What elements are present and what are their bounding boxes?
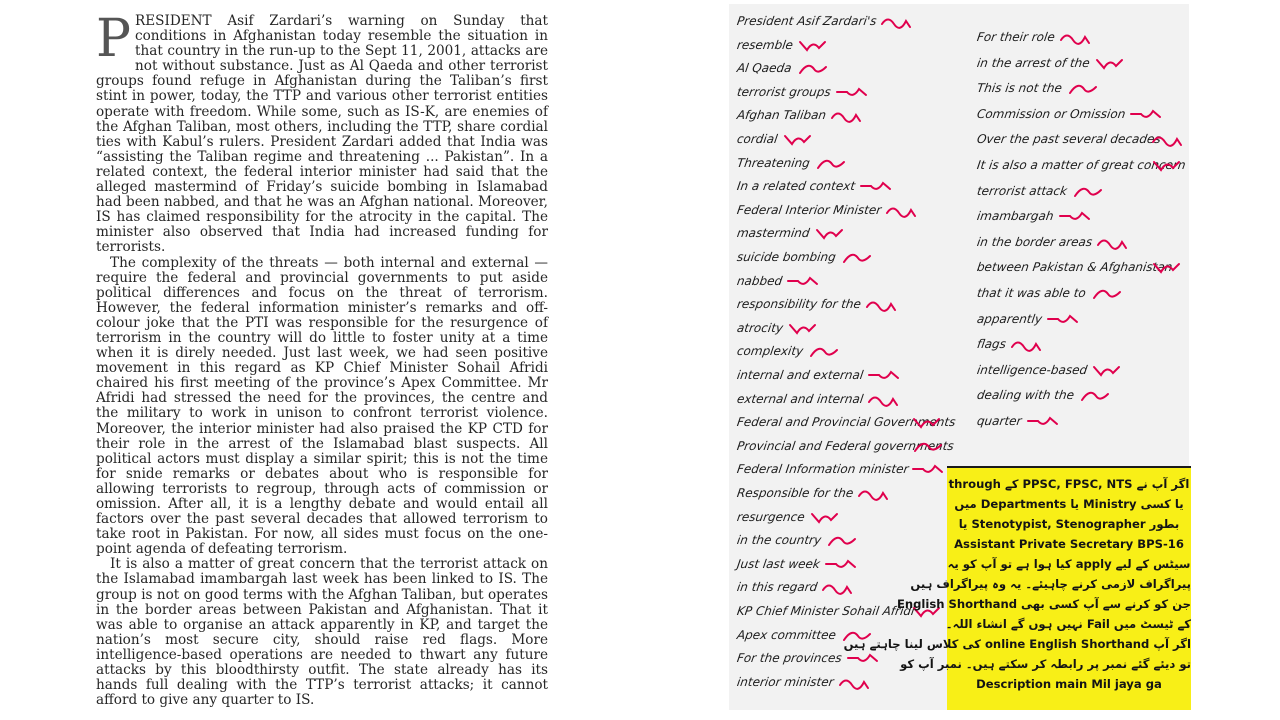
shorthand-outline [1066,79,1100,99]
shorthand-outline [885,201,919,221]
handwritten-note: For their role [976,30,1056,44]
shorthand-outline [1151,258,1185,278]
ad-line: سیٹس کے لیے apply کیا ہوا ہے تو آپ کو یہ [947,557,1191,571]
shorthand-outline [840,248,874,268]
handwritten-note: between Pakistan & Afghanistan [976,260,1174,275]
ad-line: یا کسی Ministry یا Departments میں [954,497,1184,511]
handwritten-note: Over the past several decades [976,132,1162,147]
handwritten-note: in the country [736,533,823,548]
article-text [96,9,548,714]
shorthand-outline [1096,233,1130,253]
handwritten-note: Responsible for the [736,486,855,500]
handwritten-note: apparently [976,311,1043,326]
shorthand-ad-box [843,466,1191,710]
handwritten-note: in the arrest of the [976,55,1091,70]
handwritten-note: President Asif Zardari's [736,14,878,28]
ad-line: Assistant Private Secretary BPS-16 [954,537,1184,551]
handwritten-note: mastermind [736,226,811,241]
shorthand-outline [825,531,859,551]
shorthand-outline [1090,284,1124,304]
handwritten-note: Federal and Provincial Governments [736,415,957,430]
drop-cap: P [96,9,131,69]
shorthand-outline [824,555,858,575]
handwritten-note: nabbed [736,273,784,288]
shorthand-outline [857,484,891,504]
ad-line: بطور Stenotypist, Stenographer یا [958,517,1180,531]
shorthand-outline [797,36,831,56]
shorthand-outline [880,12,914,32]
handwritten-note: Al Qaeda [736,61,793,76]
handwritten-note: This is not the [976,81,1063,96]
handwritten-note: terrorist attack [976,183,1068,198]
handwritten-note: Federal Interior Minister [736,202,883,217]
ad-line: پیراگراف لازمی کرنے چاہیئے۔ یہ وہ پیراگراف ہیں [910,577,1191,591]
shorthand-outline [1071,182,1105,202]
shorthand-outline [786,272,820,292]
ad-line: اگر آپ نے PPSC, FPSC, NTS کے through [948,477,1190,491]
handwritten-note: terrorist groups [736,84,832,99]
shorthand-outline [1026,412,1060,432]
article-paragraph-2: The complexity of the threats — both internal and external — require the federal and provincial governments to put aside political differences and focus on the threat of terrorism. However, the federal information minister’s remarks and off-colour joke that the PTI was responsible for the resurgence of terrorism in the country will do little to foster unity at a time when it is direly needed. Just last week, we had seen positive movement in this regard as KP Chief Minister Sohail Afridi chaired his first meeting of the province’s Apex Committee. Mr Afridi had stressed the need for the provinces, the centre and the military to work in unison to confront terrorist violence. Moreover, the interior minister had also praised the KP CTD for their role in the arrest of the Islamabad blast suspects. All political actors must display a similar spirit; this is not the time for snide remarks or debates about who is responsible for allowing terrorists to regroup, through acts of commission or omission. After all, it is a lengthy debate and would entail all factors over the past several decades that allowed terrorism to take root in Pakistan. For now, all sides must focus on the one-point agenda of defeating terrorism. [96,254,548,558]
handwritten-note: responsibility for the [736,297,862,312]
handwritten-note: In a related context [736,179,857,194]
shorthand-outline [1059,28,1093,48]
shorthand-outline [809,508,843,528]
shorthand-outline [787,319,821,339]
handwritten-note: complexity [736,344,805,359]
shorthand-outline [814,154,848,174]
shorthand-outline [1010,335,1044,355]
handwritten-note: external and internal [736,391,865,406]
shorthand-outline [782,130,816,150]
handwritten-note: resemble [736,37,794,52]
shorthand-outline [1046,310,1080,330]
handwritten-note: imambargah [976,209,1055,224]
handwritten-note: Just last week [736,556,821,571]
handwritten-note: KP Chief Minister Sohail Afridi [736,604,916,618]
handwritten-note: Afghan Taliban [736,108,828,123]
shorthand-outline [1129,105,1163,125]
shorthand-outline [1151,156,1185,176]
handwritten-note: in this regard [736,580,819,595]
shorthand-outline [821,578,855,598]
handwritten-note: Apex committee [736,627,837,642]
shorthand-outline [867,390,901,410]
shorthand-outline [1091,361,1125,381]
handwritten-note: cordial [736,132,779,146]
paragraph-1-text: RESIDENT Asif Zardari’s warning on Sunday that conditions in Afghanistan today resemble the situation in that country in the run-up to the Sept 11, 2001, attacks are not without substance. Just as Al Qaeda and other terrorist groups found refuge in Afghanistan during the Taliban’s first stint in power, today, the TTP and various other terrorist entities operate with freedom. While some, such as IS-K, are enemies of the Afghan Taliban, most others, including the TTP, share cordial ties with Kabul’s rulers. President Zardari added that India was “assisting the Taliban regime and threatening ... Pakistan”. In a related context, the federal interior minister had said that the alleged mastermind of Friday’s suicide bombing in Islamabad had been nabbed, and that he was an Afghan national. Moreover, IS has claimed responsibility for the atrocity in the capital. The minister also observed that India had increased funding for terrorists. [96,13,548,256]
handwritten-note: atrocity [736,320,785,335]
shorthand-outline [1078,386,1112,406]
ad-line: کے ٹیسٹ میں Fail نہیں ہوں گے انشاء اللہ۔ [945,617,1191,631]
handwritten-note: resurgence [736,509,806,524]
shorthand-outline [911,460,945,480]
handwritten-note: Federal Information minister [736,462,910,477]
shorthand-outline [1058,207,1092,227]
shorthand-outline [838,673,872,693]
handwritten-note: flags [976,337,1007,352]
handwritten-note: that it was able to [976,286,1087,300]
ad-line: Description main Mil jaya ga [976,677,1162,691]
handwritten-note: quarter [976,414,1023,428]
article-paragraph-1 [96,9,548,256]
handwritten-note: intelligence-based [976,362,1089,377]
shorthand-outline [867,366,901,386]
handwritten-note: It is also a matter of great concern [976,158,1187,172]
shorthand-outline [1151,130,1185,150]
handwritten-note: in the border areas [976,234,1094,249]
ad-line: جن کو کرنے سے آپ کسی بھی English Shorthand [896,597,1191,611]
handwritten-note: interior minister [736,674,835,689]
shorthand-outline [814,224,848,244]
handwritten-note: dealing with the [976,388,1076,403]
handwritten-note: Provincial and Federal governments [736,438,955,453]
shorthand-outline [830,106,864,126]
ad-line: تو دیئے گئے نمبر پر رابطہ کر سکتے ہیں۔ نمبر آپ کو [900,657,1191,671]
shorthand-outline [859,177,893,197]
handwritten-note: Commission or Omission [976,106,1127,121]
shorthand-outline [796,59,830,79]
handwritten-note: Threatening [736,155,811,170]
shorthand-outline [865,295,899,315]
shorthand-outline [1094,54,1128,74]
shorthand-outline [807,342,841,362]
handwritten-note: internal and external [736,368,865,382]
shorthand-outline [911,413,945,433]
ad-line: اگر آپ online English Shorthand کی کلاس لینا چاہتے ہیں [843,637,1191,651]
handwritten-note: For the provinces [736,651,843,666]
shorthand-outline [911,437,945,457]
article-paragraph-3: It is also a matter of great concern that the terrorist attack on the Islamabad imambargah last week has been linked to IS. The group is not on good terms with the Afghan Taliban, but operates in the border areas between Pakistan and Afghanistan. That it was able to organise an attack apparently in KP, and target the nation’s most secure city, should raise red flags. More intelligence-based operations are needed to thwart any future attacks by this bloodthirsty outfit. The state already has its hands full dealing with the TTP’s terrorist attacks; it cannot afford to give any quarter to IS. [96,556,548,709]
handwritten-note: suicide bombing [736,250,837,264]
shorthand-outline [835,83,869,103]
